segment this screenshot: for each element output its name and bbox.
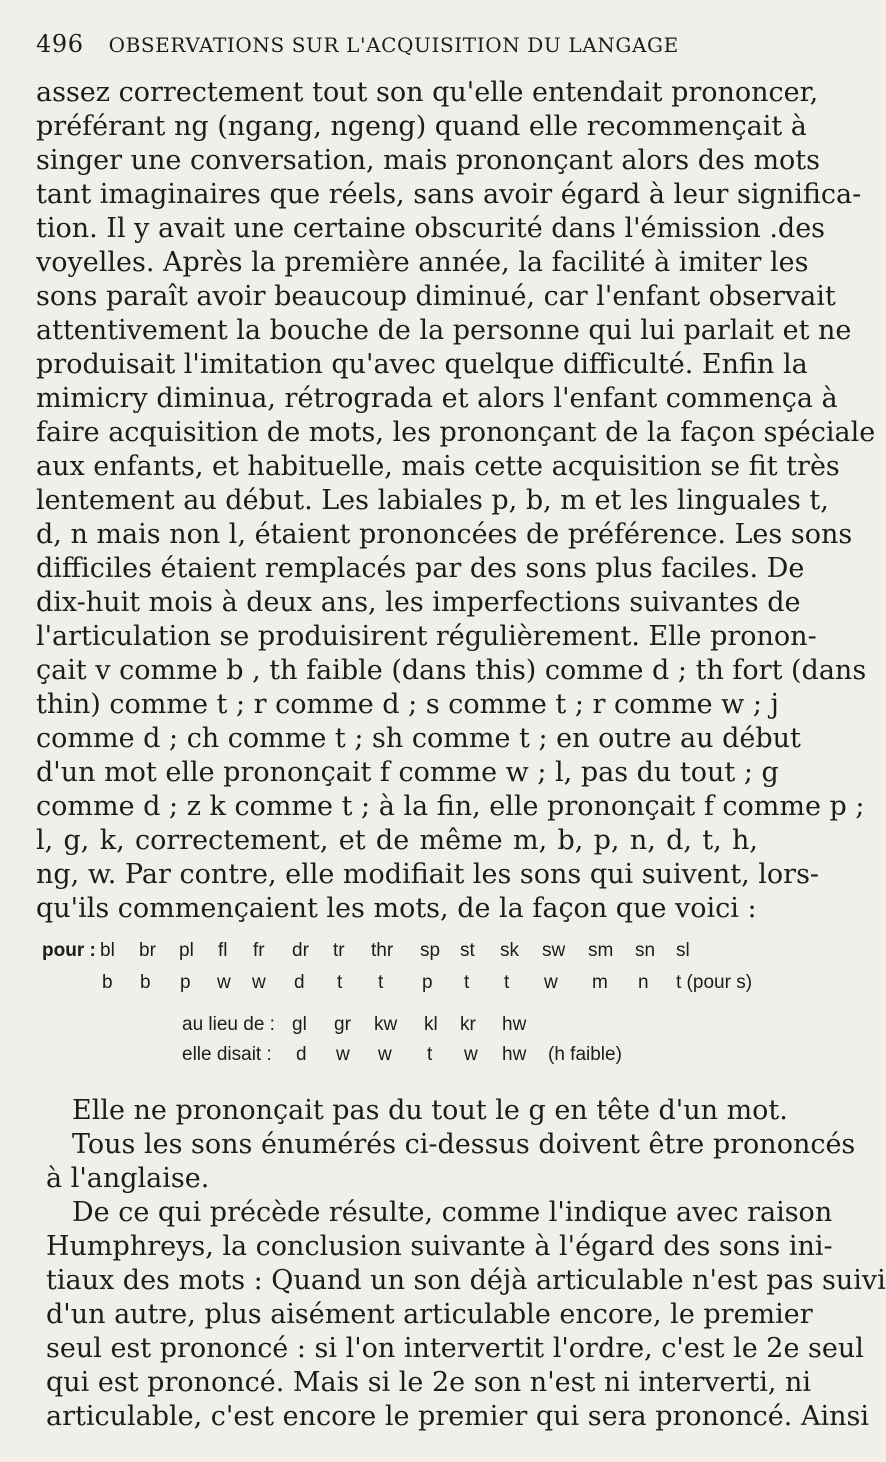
table-row-replacements [182, 1042, 662, 1068]
text-line: qui est prononcé. Mais si le 2e son n'est ni interverti, ni [46, 1367, 812, 1398]
table-cell: st [460, 940, 475, 961]
text-line: seul est prononcé : si l'on intervertit l'ordre, c'est le 2e seul [46, 1333, 864, 1364]
table-cell: sk [500, 940, 519, 961]
text-line: De ce qui précède résulte, comme l'indique avec raison [72, 1197, 833, 1228]
table-row-sources [40, 938, 770, 964]
table-cell: hw [502, 1014, 527, 1035]
table-cell: t [378, 972, 384, 993]
table-cell: b [140, 972, 151, 993]
running-title: OBSERVATIONS SUR L'ACQUISITION DU LANGAGE [108, 33, 679, 57]
text-line: Humphreys, la conclusion suivante à l'égard des sons ini- [46, 1231, 833, 1262]
table-cell: w [378, 1044, 392, 1065]
table-cell: w [464, 1044, 478, 1065]
text-line: lentement au début. Les labiales p, b, m et les linguales t, [36, 485, 829, 516]
table-row-replacements [40, 970, 770, 996]
text-line: Elle ne prononçait pas du tout le g en tête d'un mot. [72, 1095, 788, 1126]
table-cell: sp [420, 940, 441, 961]
text-line: difficiles étaient remplacés par des sons plus faciles. De [36, 553, 805, 584]
table-cell: p [180, 972, 191, 993]
table-cell: t [427, 1044, 433, 1065]
table-cell: m [592, 972, 608, 993]
table-cell: bl [100, 940, 115, 961]
table-cell: dr [292, 940, 309, 961]
text-line: çait v comme b , th faible (dans this) comme d ; th fort (dans [36, 655, 867, 686]
text-line: singer une conversation, mais prononçant alors des mots [36, 145, 821, 176]
table-cell: t (pour s) [676, 972, 753, 993]
table-cell: kl [424, 1014, 438, 1035]
table-cell: thr [371, 940, 394, 961]
table-label: au lieu de : [182, 1014, 275, 1035]
table-cell: t [464, 972, 470, 993]
table-cell: hw [502, 1044, 527, 1065]
text-line: tiaux des mots : Quand un son déjà articulable n'est pas suivi [46, 1265, 886, 1296]
text-line: articulable, c'est encore le premier qui sera prononcé. Ainsi [46, 1401, 869, 1432]
text-line: d'un autre, plus aisément articulable encore, le premier [46, 1299, 813, 1330]
text-line: comme d ; z k comme t ; à la fin, elle prononçait f comme p ; [36, 791, 865, 822]
table-label: elle disait : [182, 1044, 272, 1065]
table-cell: d [294, 972, 305, 993]
table-cell: fr [253, 940, 265, 961]
table-cell: sl [676, 940, 690, 961]
table-cell: br [139, 940, 156, 961]
table-cell: gr [334, 1014, 351, 1035]
text-line: tion. Il y avait une certaine obscurité dans l'émission .des [36, 213, 826, 244]
text-line: Tous les sons énumérés ci-dessus doivent être prononcés [72, 1129, 856, 1160]
table-cell: (h faible) [548, 1044, 622, 1065]
table-cell: fl [218, 940, 228, 961]
text-line: mimicry diminua, rétrograda et alors l'enfant commença à [36, 383, 838, 414]
text-line: voyelles. Après la première année, la facilité à imiter les [36, 247, 809, 278]
table-cell: w [336, 1044, 350, 1065]
page-number: 496 [36, 30, 84, 58]
table-label: pour : [42, 940, 96, 961]
text-line: faire acquisition de mots, les prononçant de la façon spéciale [36, 417, 876, 448]
text-line: ng, w. Par contre, elle modifiait les sons qui suivent, lors- [36, 859, 820, 890]
text-line: produisait l'imitation qu'avec quelque difficulté. Enfin la [36, 349, 808, 380]
running-header [36, 30, 766, 58]
text-line: qu'ils commençaient les mots, de la façon que voici : [36, 893, 757, 924]
table-cell: kw [374, 1014, 398, 1035]
table-row-sources [182, 1012, 662, 1038]
text-line: comme d ; ch comme t ; sh comme t ; en outre au début [36, 723, 801, 754]
text-line: thin) comme t ; r comme d ; s comme t ; r comme w ; j [36, 689, 779, 720]
text-line: assez correctement tout son qu'elle entendait prononcer, [36, 77, 819, 108]
table-cell: d [296, 1044, 307, 1065]
table-cell: w [252, 972, 266, 993]
table-cell: t [504, 972, 510, 993]
table-cell: p [422, 972, 433, 993]
table-cell: gl [292, 1014, 307, 1035]
text-line: préférant ng (ngang, ngeng) quand elle recommençait à [36, 111, 807, 142]
table-cell: kr [460, 1014, 476, 1035]
text-line: à l'anglaise. [46, 1163, 210, 1194]
text-line: sons paraît avoir beaucoup diminué, car l'enfant observait [36, 281, 836, 312]
table-cell: n [638, 972, 649, 993]
table-cell: t [337, 972, 343, 993]
text-line: l'articulation se produisirent régulièrement. Elle pronon- [36, 621, 817, 652]
text-line: dix-huit mois à deux ans, les imperfections suivantes de [36, 587, 801, 618]
table-cell: b [102, 972, 113, 993]
table-cell: tr [333, 940, 345, 961]
table-cell: sm [588, 940, 614, 961]
text-line: l, g, k, correctement, et de même m, b, p, n, d, t, h, [36, 825, 758, 856]
table-cell: pl [179, 940, 194, 961]
text-line: tant imaginaires que réels, sans avoir égard à leur significa- [36, 179, 862, 210]
table-cell: sw [542, 940, 566, 961]
text-line: attentivement la bouche de la personne qui lui parlait et ne [36, 315, 852, 346]
text-line: aux enfants, et habituelle, mais cette acquisition se fit très [36, 451, 840, 482]
table-cell: sn [635, 940, 656, 961]
table-cell: w [544, 972, 558, 993]
text-line: d, n mais non l, étaient prononcées de préférence. Les sons [36, 519, 853, 550]
table-cell: w [217, 972, 231, 993]
text-line: d'un mot elle prononçait f comme w ; l, pas du tout ; g [36, 757, 779, 788]
